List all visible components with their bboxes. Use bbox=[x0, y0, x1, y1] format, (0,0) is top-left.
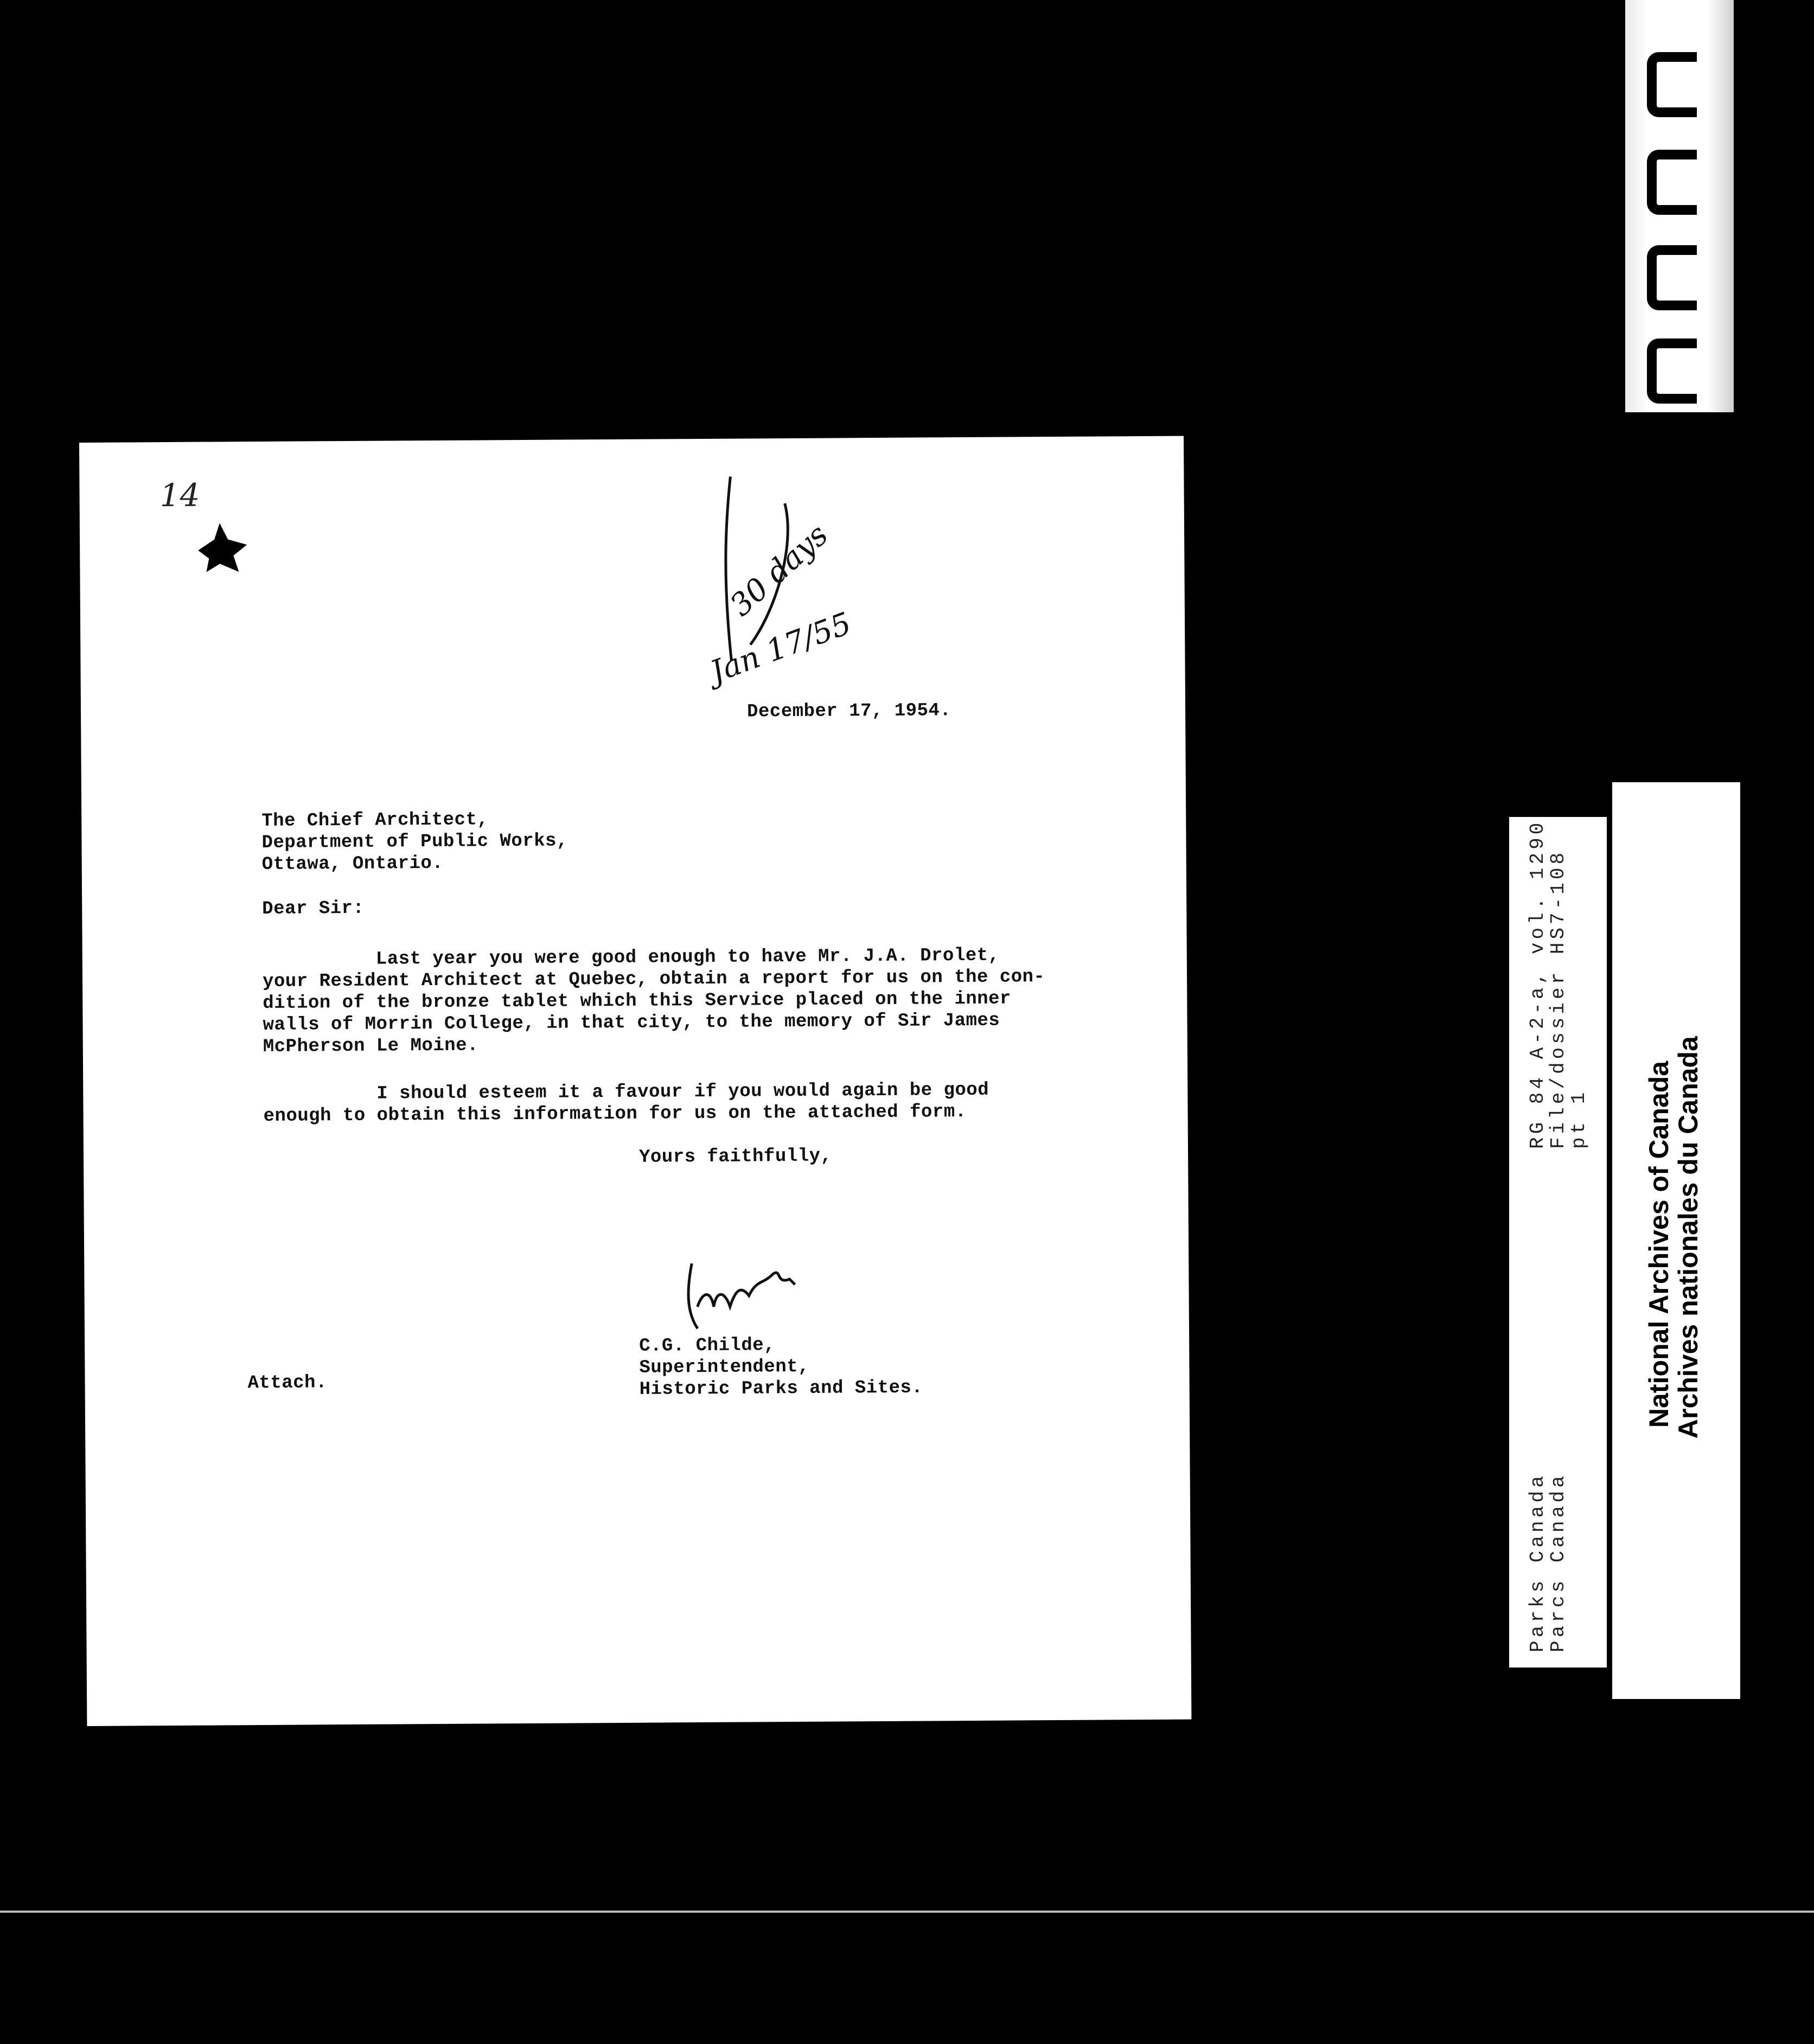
signature-line: C.G. Childe, bbox=[639, 1335, 776, 1357]
enclosure-note: Attach. bbox=[247, 1372, 328, 1394]
source-line: Parcs Canada bbox=[1547, 1472, 1569, 1652]
body-line: I should esteem it a favour if you would again be good bbox=[263, 1080, 989, 1105]
reference-line: RG 84 A-2-a, vol. 1290 bbox=[1526, 819, 1549, 1149]
film-frame-mark bbox=[1647, 245, 1697, 310]
film-frame-mark bbox=[1647, 52, 1697, 117]
annotation-date: Jan 17/55 bbox=[705, 605, 856, 690]
closing: Yours faithfully, bbox=[638, 1146, 832, 1168]
reference-line: File/dossier HS7-108 bbox=[1547, 849, 1569, 1149]
salutation: Dear Sir: bbox=[262, 898, 365, 919]
signature-line: Historic Parks and Sites. bbox=[639, 1377, 923, 1400]
film-frame-mark bbox=[1647, 150, 1697, 215]
recipient-line: Ottawa, Ontario. bbox=[261, 853, 444, 875]
margin-mark: 14 bbox=[159, 476, 200, 514]
handwritten-annotation bbox=[633, 459, 873, 711]
letter-date: December 17, 1954. bbox=[746, 700, 951, 723]
signature-line: Superintendent, bbox=[639, 1356, 810, 1378]
archive-reference-label bbox=[1509, 817, 1607, 1668]
institution-name-en: National Archives of Canada bbox=[1644, 1061, 1674, 1428]
body-line: dition of the bronze tablet which this Service placed on the inner bbox=[263, 988, 1012, 1014]
body-line: your Resident Architect at Quebec, obtain a report for us on the con- bbox=[262, 967, 1045, 992]
film-strip bbox=[1625, 0, 1734, 412]
institution-name-fr: Archives nationales du Canada bbox=[1673, 1036, 1703, 1439]
institution-label bbox=[1612, 782, 1740, 1699]
film-frame-mark bbox=[1647, 338, 1697, 404]
recipient-line: The Chief Architect, bbox=[261, 809, 489, 832]
letter-page bbox=[79, 436, 1191, 1726]
signature-initials bbox=[681, 1252, 806, 1334]
body-line: enough to obtain this information for us on the attached form. bbox=[263, 1102, 967, 1127]
body-line: McPherson Le Moine. bbox=[263, 1035, 479, 1057]
body-line: Last year you were good enough to have Mr. J.A. Drolet, bbox=[262, 945, 1000, 970]
source-line: Parks Canada bbox=[1526, 1472, 1549, 1652]
recipient-line: Department of Public Works, bbox=[261, 831, 569, 853]
reference-line: pt 1 bbox=[1568, 1089, 1590, 1149]
stamp-blot-icon bbox=[187, 518, 258, 578]
film-edge-line bbox=[0, 1911, 1814, 1913]
annotation-top: 30 days bbox=[723, 517, 835, 623]
body-line: walls of Morrin College, in that city, to the memory of Sir James bbox=[263, 1010, 1000, 1036]
